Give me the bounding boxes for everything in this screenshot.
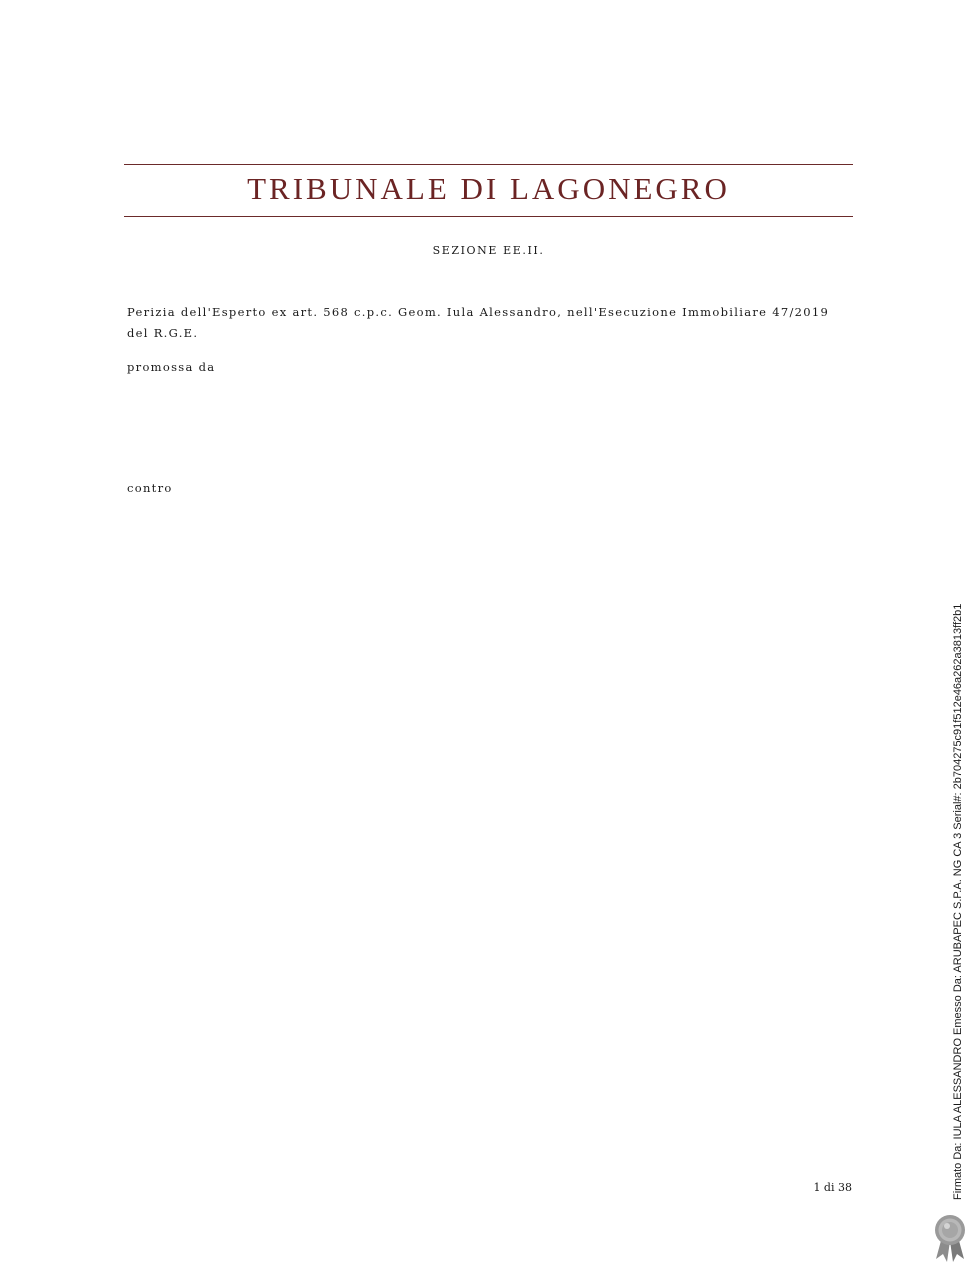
digital-signature-text: Firmato Da: IULA ALESSANDRO Emesso Da: ARUBAPEC S.P.A. NG CA 3 Serial#: 2b704275c91f512e46a262a3813ff2b1 [952, 603, 964, 1200]
certificate-ribbon-icon [930, 1213, 970, 1263]
document-title: TRIBUNALE DI LAGONEGRO [247, 171, 730, 206]
contro-label: contro [127, 481, 173, 495]
perizia-paragraph: Perizia dell'Esperto ex art. 568 c.p.c. Geom. Iula Alessandro, nell'Esecuzione Immobiliare 47/2019 del R.G.E. [127, 305, 830, 340]
section-heading: SEZIONE EE.II. [432, 244, 545, 257]
page-number: 1 di 38 [813, 1181, 852, 1194]
promossa-da-label: promossa da [127, 360, 216, 374]
title-top-rule [124, 164, 853, 165]
title-bottom-rule [124, 216, 853, 217]
